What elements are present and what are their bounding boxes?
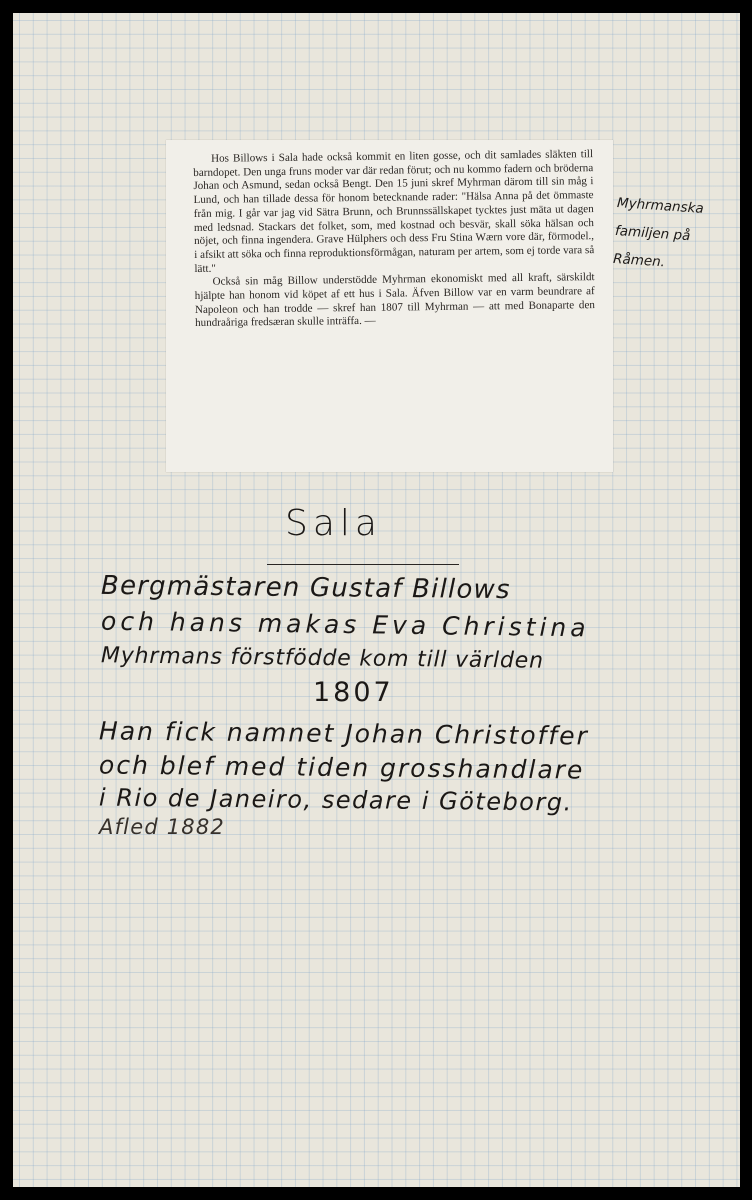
handwritten-line: Myhrmans förstfödde kom till världen <box>100 643 544 674</box>
margin-note-line: familjen på <box>614 222 691 245</box>
handwritten-line: Bergmästaren Gustaf Billows <box>100 570 511 606</box>
handwritten-title: Sala <box>285 503 382 544</box>
handwritten-line: och hans makas Eva Christina <box>100 606 590 643</box>
title-underline <box>267 564 459 565</box>
handwritten-death-note: Afled 1882 <box>99 815 225 839</box>
margin-note-line: Råmen. <box>612 250 666 271</box>
handwritten-line: och blef med tiden grosshandlare <box>98 750 585 785</box>
newspaper-clipping <box>166 140 613 472</box>
handwritten-line: i Rio de Janeiro, sedare i Göteborg. <box>98 783 573 817</box>
margin-note-line: Myhrmanska <box>616 194 705 218</box>
margin-note <box>612 189 733 281</box>
notebook-page <box>13 13 740 1187</box>
handwritten-year: 1807 <box>313 677 394 708</box>
handwritten-line: Han fick namnet Johan Christoffer <box>98 716 589 751</box>
clipping-paragraph: Också sin måg Billow understödde Myhrman ekonomiskt med all kraft, särskildt hjälpte han honom vid köpet af ett hus i Sala. Äfven Billow var en varm beundrare af Napoleon och han trodde — skref han 1807 till Myhrman — att med Bonaparte den hundraåriga fredsæran skulle inträffa. — <box>194 271 595 330</box>
clipping-text <box>193 148 595 331</box>
clipping-paragraph: Hos Billows i Sala hade också kommit en liten gosse, och dit samlades släkten till barndopet. Den unga fruns moder var där redan förut; och nu kommo fadern och bröderna Johan och Asmund, sedan också Bengt. Den 15 juni skref Myhrman därom till sin måg i Lund, och han tillade dessa för honom betecknande rader: "Hälsa Anna på det ömmaste från mig. I går var jag vid Sätra Brunn, och Brunnssällskapet tycktes just mäta ut dagen med ledsnad. Stackars det folket, som, med kostnad och besvär, skall söka hälsan och nöjet, och finna ingendera. Grave Hülphers och dess Fru Stina Wærn vore där, förmodel., i afsikt att söka och finna reproduktionsförmågan, naturam per artem, som ej torde vara så lätt." <box>193 148 595 275</box>
